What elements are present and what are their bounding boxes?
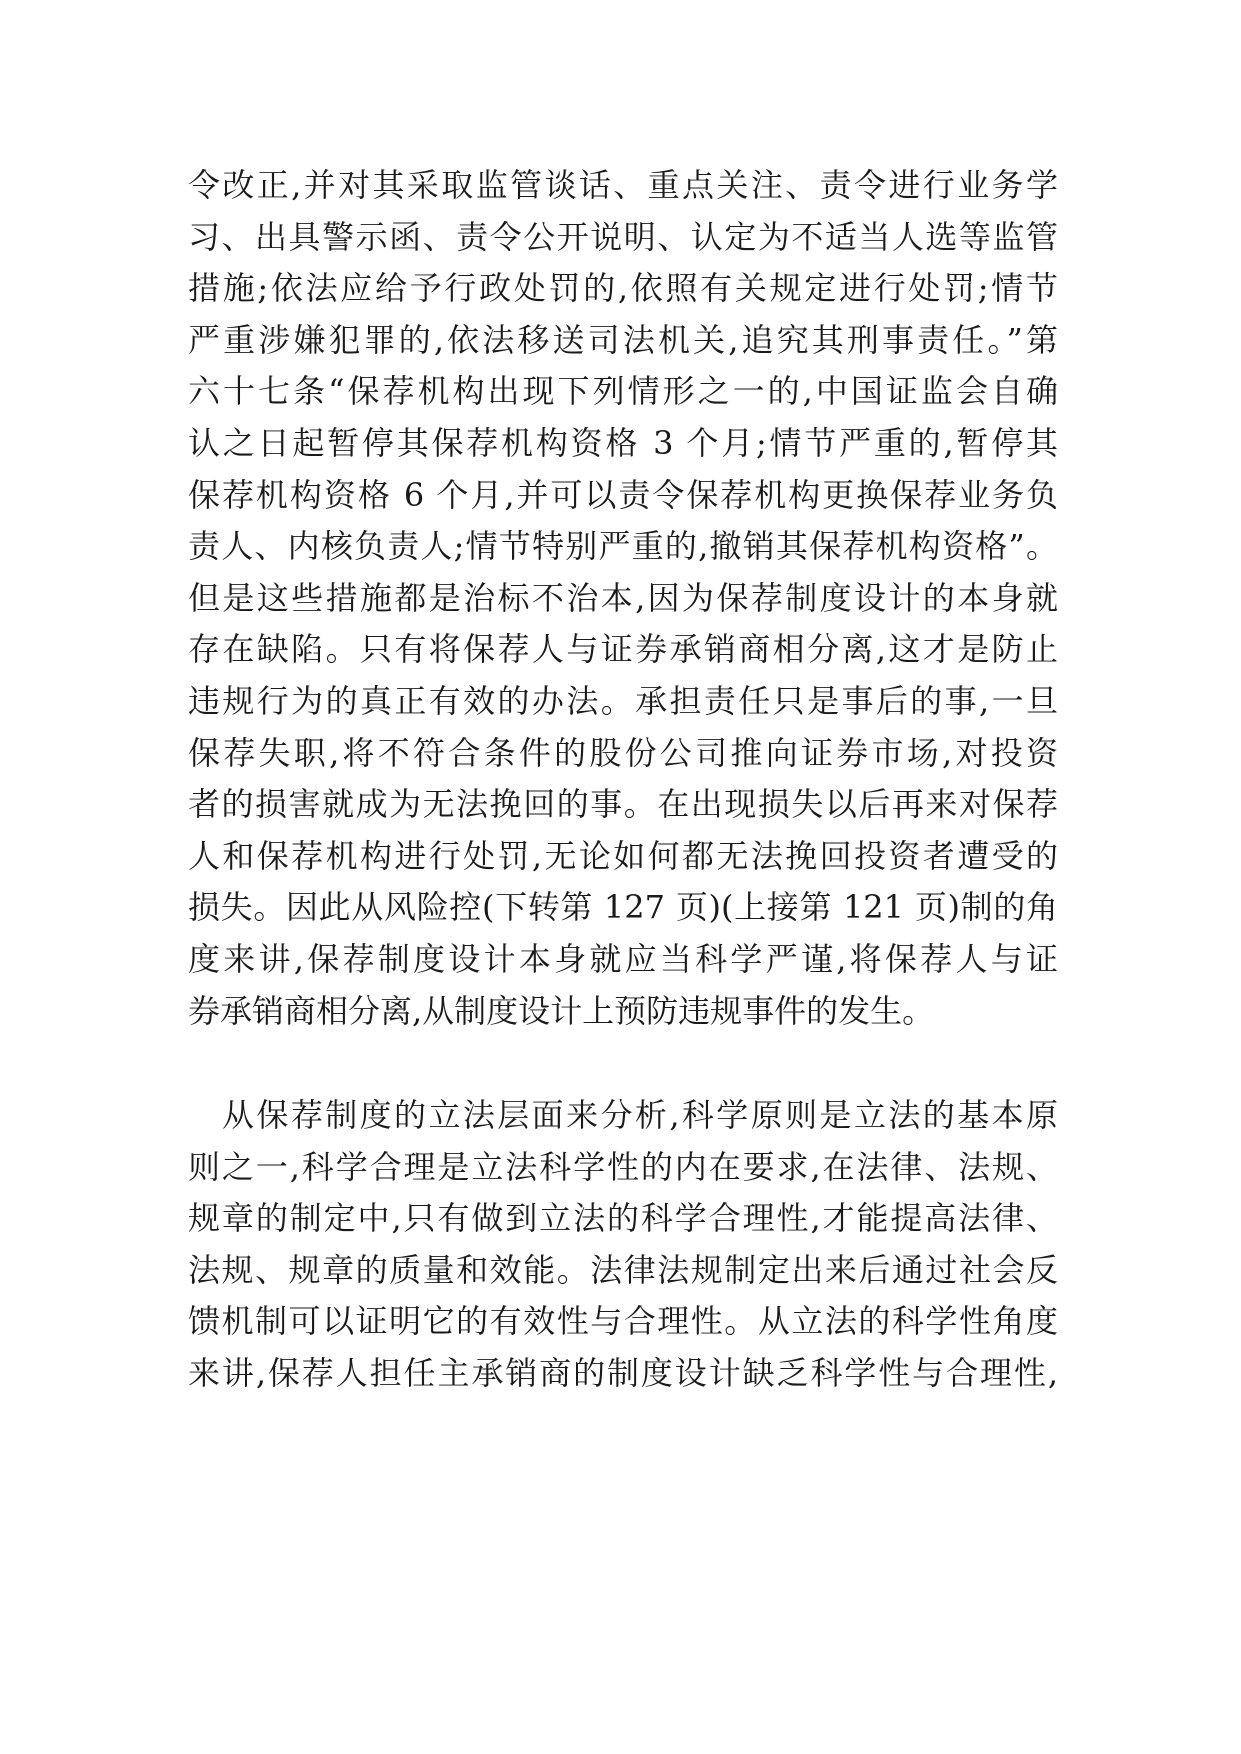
text-line: 责人、内核负责人;情节特别严重的,撤销其保荐机构资格”。 bbox=[188, 527, 1058, 566]
text-line: 保荐机构资格 6 个月,并可以责令保荐机构更换保荐业务负 bbox=[188, 475, 1058, 514]
text-line: 馈机制可以证明它的有效性与合理性。从立法的科学性角度 bbox=[188, 1302, 1058, 1341]
text-line: 但是这些措施都是治标不治本,因为保荐制度设计的本身就 bbox=[188, 578, 1058, 617]
text-line: 保荐失职,将不符合条件的股份公司推向证券市场,对投资 bbox=[188, 733, 1058, 772]
text-line: 严重涉嫌犯罪的,依法移送司法机关,追究其刑事责任。”第 bbox=[188, 320, 1058, 359]
text-line: 措施;依法应给予行政处罚的,依照有关规定进行处罚;情节 bbox=[188, 269, 1058, 308]
paragraph-1 bbox=[188, 160, 1058, 1037]
text-line: 法规、规章的质量和效能。法律法规制定出来后通过社会反 bbox=[188, 1250, 1058, 1289]
text-line: 违规行为的真正有效的办法。承担责任只是事后的事,一旦 bbox=[188, 681, 1058, 720]
text-line: 损失。因此从风险控(下转第 127 页)(上接第 121 页)制的角 bbox=[188, 888, 1058, 927]
text-line: 者的损害就成为无法挽回的事。在出现损失以后再来对保荐 bbox=[188, 785, 1058, 824]
text-line: 习、出具警示函、责令公开说明、认定为不适当人选等监管 bbox=[188, 217, 1058, 256]
text-line: 六十七条“保荐机构出现下列情形之一的,中国证监会自确 bbox=[188, 372, 1058, 411]
text-line: 度来讲,保荐制度设计本身就应当科学严谨,将保荐人与证 bbox=[188, 939, 1058, 978]
text-line: 认之日起暂停其保荐机构资格 3 个月;情节严重的,暂停其 bbox=[188, 423, 1058, 462]
text-line: 存在缺陷。只有将保荐人与证券承销商相分离,这才是防止 bbox=[188, 630, 1058, 669]
text-line: 规章的制定中,只有做到立法的科学合理性,才能提高法律、 bbox=[188, 1199, 1058, 1238]
paragraph-2 bbox=[188, 1090, 1058, 1400]
text-line: 从保荐制度的立法层面来分析,科学原则是立法的基本原 bbox=[222, 1096, 1058, 1134]
text-line: 券承销商相分离,从制度设计上预防违规事件的发生。 bbox=[188, 991, 935, 1030]
text-line: 来讲,保荐人担任主承销商的制度设计缺乏科学性与合理性, bbox=[188, 1353, 1058, 1392]
text-line: 令改正,并对其采取监管谈话、重点关注、责令进行业务学 bbox=[188, 166, 1058, 204]
text-line: 人和保荐机构进行处罚,无论如何都无法挽回投资者遭受的 bbox=[188, 836, 1058, 875]
text-line: 则之一,科学合理是立法科学性的内在要求,在法律、法规、 bbox=[188, 1147, 1058, 1186]
